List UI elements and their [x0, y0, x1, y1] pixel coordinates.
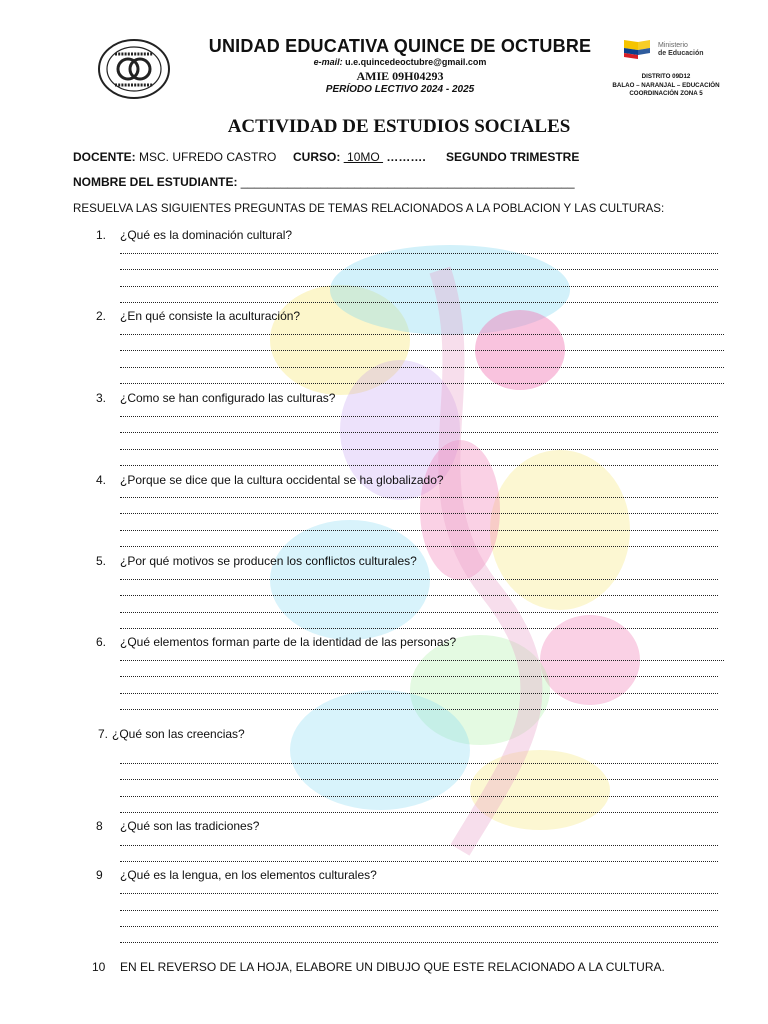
course-info: [293, 150, 426, 164]
curso-trail: ……….: [386, 150, 426, 164]
watercolor-splash-image: [260, 230, 680, 870]
school-seal-logo: [97, 38, 171, 100]
question-number: 2.: [96, 309, 107, 323]
question-text: ¿Porque se dice que la cultura occidental se ha globalizado?: [120, 473, 444, 487]
answer-line[interactable]: [120, 334, 724, 336]
question-number: 3.: [96, 391, 107, 405]
answer-line[interactable]: [120, 432, 718, 434]
answer-line[interactable]: [120, 269, 718, 271]
student-label: NOMBRE DEL ESTUDIANTE:: [73, 175, 238, 189]
curso-label: CURSO:: [293, 150, 341, 164]
answer-line[interactable]: [120, 861, 718, 863]
answer-line[interactable]: [120, 845, 718, 847]
question-number: 7.: [98, 727, 109, 741]
answer-line[interactable]: [120, 942, 718, 944]
answer-line[interactable]: [120, 628, 718, 630]
answer-line[interactable]: [120, 693, 718, 695]
answer-line[interactable]: [120, 779, 718, 781]
teacher-course-row: [73, 150, 276, 164]
question-number: 6.: [96, 635, 107, 649]
curso-value: 10MO: [343, 150, 384, 164]
question-text: ¿Qué son las creencias?: [112, 727, 245, 741]
activity-title: ACTIVIDAD DE ESTUDIOS SOCIALES: [227, 116, 571, 137]
question-text: EN EL REVERSO DE LA HOJA, ELABORE UN DIBUJO QUE ESTE RELACIONADO A LA CULTURA.: [120, 960, 665, 974]
answer-line[interactable]: [120, 676, 718, 678]
school-email: u.e.quincedeoctubre@gmail.com: [345, 57, 487, 67]
question-text: ¿Qué son las tradiciones?: [120, 819, 260, 833]
answer-line[interactable]: [120, 595, 718, 597]
answer-line[interactable]: [120, 546, 718, 548]
district-info: [606, 73, 726, 99]
answer-line[interactable]: [120, 796, 718, 798]
answer-line[interactable]: [120, 763, 718, 765]
question-text: ¿Qué es la dominación cultural?: [120, 228, 293, 242]
answer-line[interactable]: [120, 812, 718, 814]
answer-line[interactable]: [120, 416, 718, 418]
question-text: ¿En qué consiste la aculturación?: [120, 309, 301, 323]
question-number: 9: [96, 868, 103, 882]
instructions: RESUELVA LAS SIGUIENTES PREGUNTAS DE TEMAS RELACIONADOS A LA POBLACION Y LAS CULTURAS:: [73, 202, 665, 215]
answer-line[interactable]: [120, 497, 718, 499]
question-text: ¿Por qué motivos se producen los conflictos culturales?: [120, 554, 417, 568]
answer-line[interactable]: [120, 893, 718, 895]
ministry-name-line1: Ministerio: [658, 42, 688, 49]
answer-line[interactable]: [120, 465, 718, 467]
question-number: 10: [92, 960, 106, 974]
answer-line[interactable]: [120, 350, 724, 352]
school-email-line: [200, 57, 600, 67]
amie-code: AMIE 09H04293: [356, 69, 444, 83]
answer-line[interactable]: [120, 910, 718, 912]
trimester: SEGUNDO TRIMESTRE: [446, 150, 580, 164]
answer-line[interactable]: [120, 709, 718, 711]
school-period: PERÍODO LECTIVO 2024 - 2025: [325, 84, 475, 95]
ministry-flag-icon: [622, 38, 652, 62]
question-text: ¿Como se han configurado las culturas?: [120, 391, 336, 405]
answer-line[interactable]: [120, 612, 718, 614]
question-number: 8: [96, 819, 103, 833]
question-text: ¿Qué elementos forman parte de la identidad de las personas?: [120, 635, 457, 649]
ministry-logo: [622, 38, 712, 66]
district-line1: DISTRITO 09D12: [641, 73, 691, 80]
answer-line[interactable]: [120, 926, 718, 928]
answer-line[interactable]: [120, 367, 724, 369]
answer-line[interactable]: [120, 513, 718, 515]
answer-line[interactable]: [120, 530, 718, 532]
email-label: e-mail:: [313, 57, 343, 67]
district-line2: BALAO – NARANJAL – EDUCACIÓN: [612, 81, 720, 89]
question-number: 5.: [96, 554, 107, 568]
answer-line[interactable]: [120, 449, 718, 451]
school-name: UNIDAD EDUCATIVA QUINCE DE OCTUBRE: [208, 36, 592, 56]
docente-name: MSC. UFREDO CASTRO: [139, 150, 277, 164]
question-number: 1.: [96, 228, 107, 242]
answer-line[interactable]: [120, 302, 718, 304]
answer-line[interactable]: [120, 579, 718, 581]
answer-line[interactable]: [120, 253, 718, 255]
student-name-row: [73, 175, 575, 189]
answer-line[interactable]: [120, 286, 718, 288]
district-line3: COORDINACIÓN ZONA 5: [629, 90, 703, 97]
docente-label: DOCENTE:: [73, 150, 136, 164]
ministry-name-line2: de Educación: [658, 50, 704, 57]
question-text: ¿Qué es la lengua, en los elementos culturales?: [120, 868, 377, 882]
answer-line[interactable]: [120, 660, 724, 662]
student-name-blank[interactable]: __________________________________________________: [240, 175, 575, 189]
question-number: 4.: [96, 473, 107, 487]
answer-line[interactable]: [120, 383, 724, 385]
